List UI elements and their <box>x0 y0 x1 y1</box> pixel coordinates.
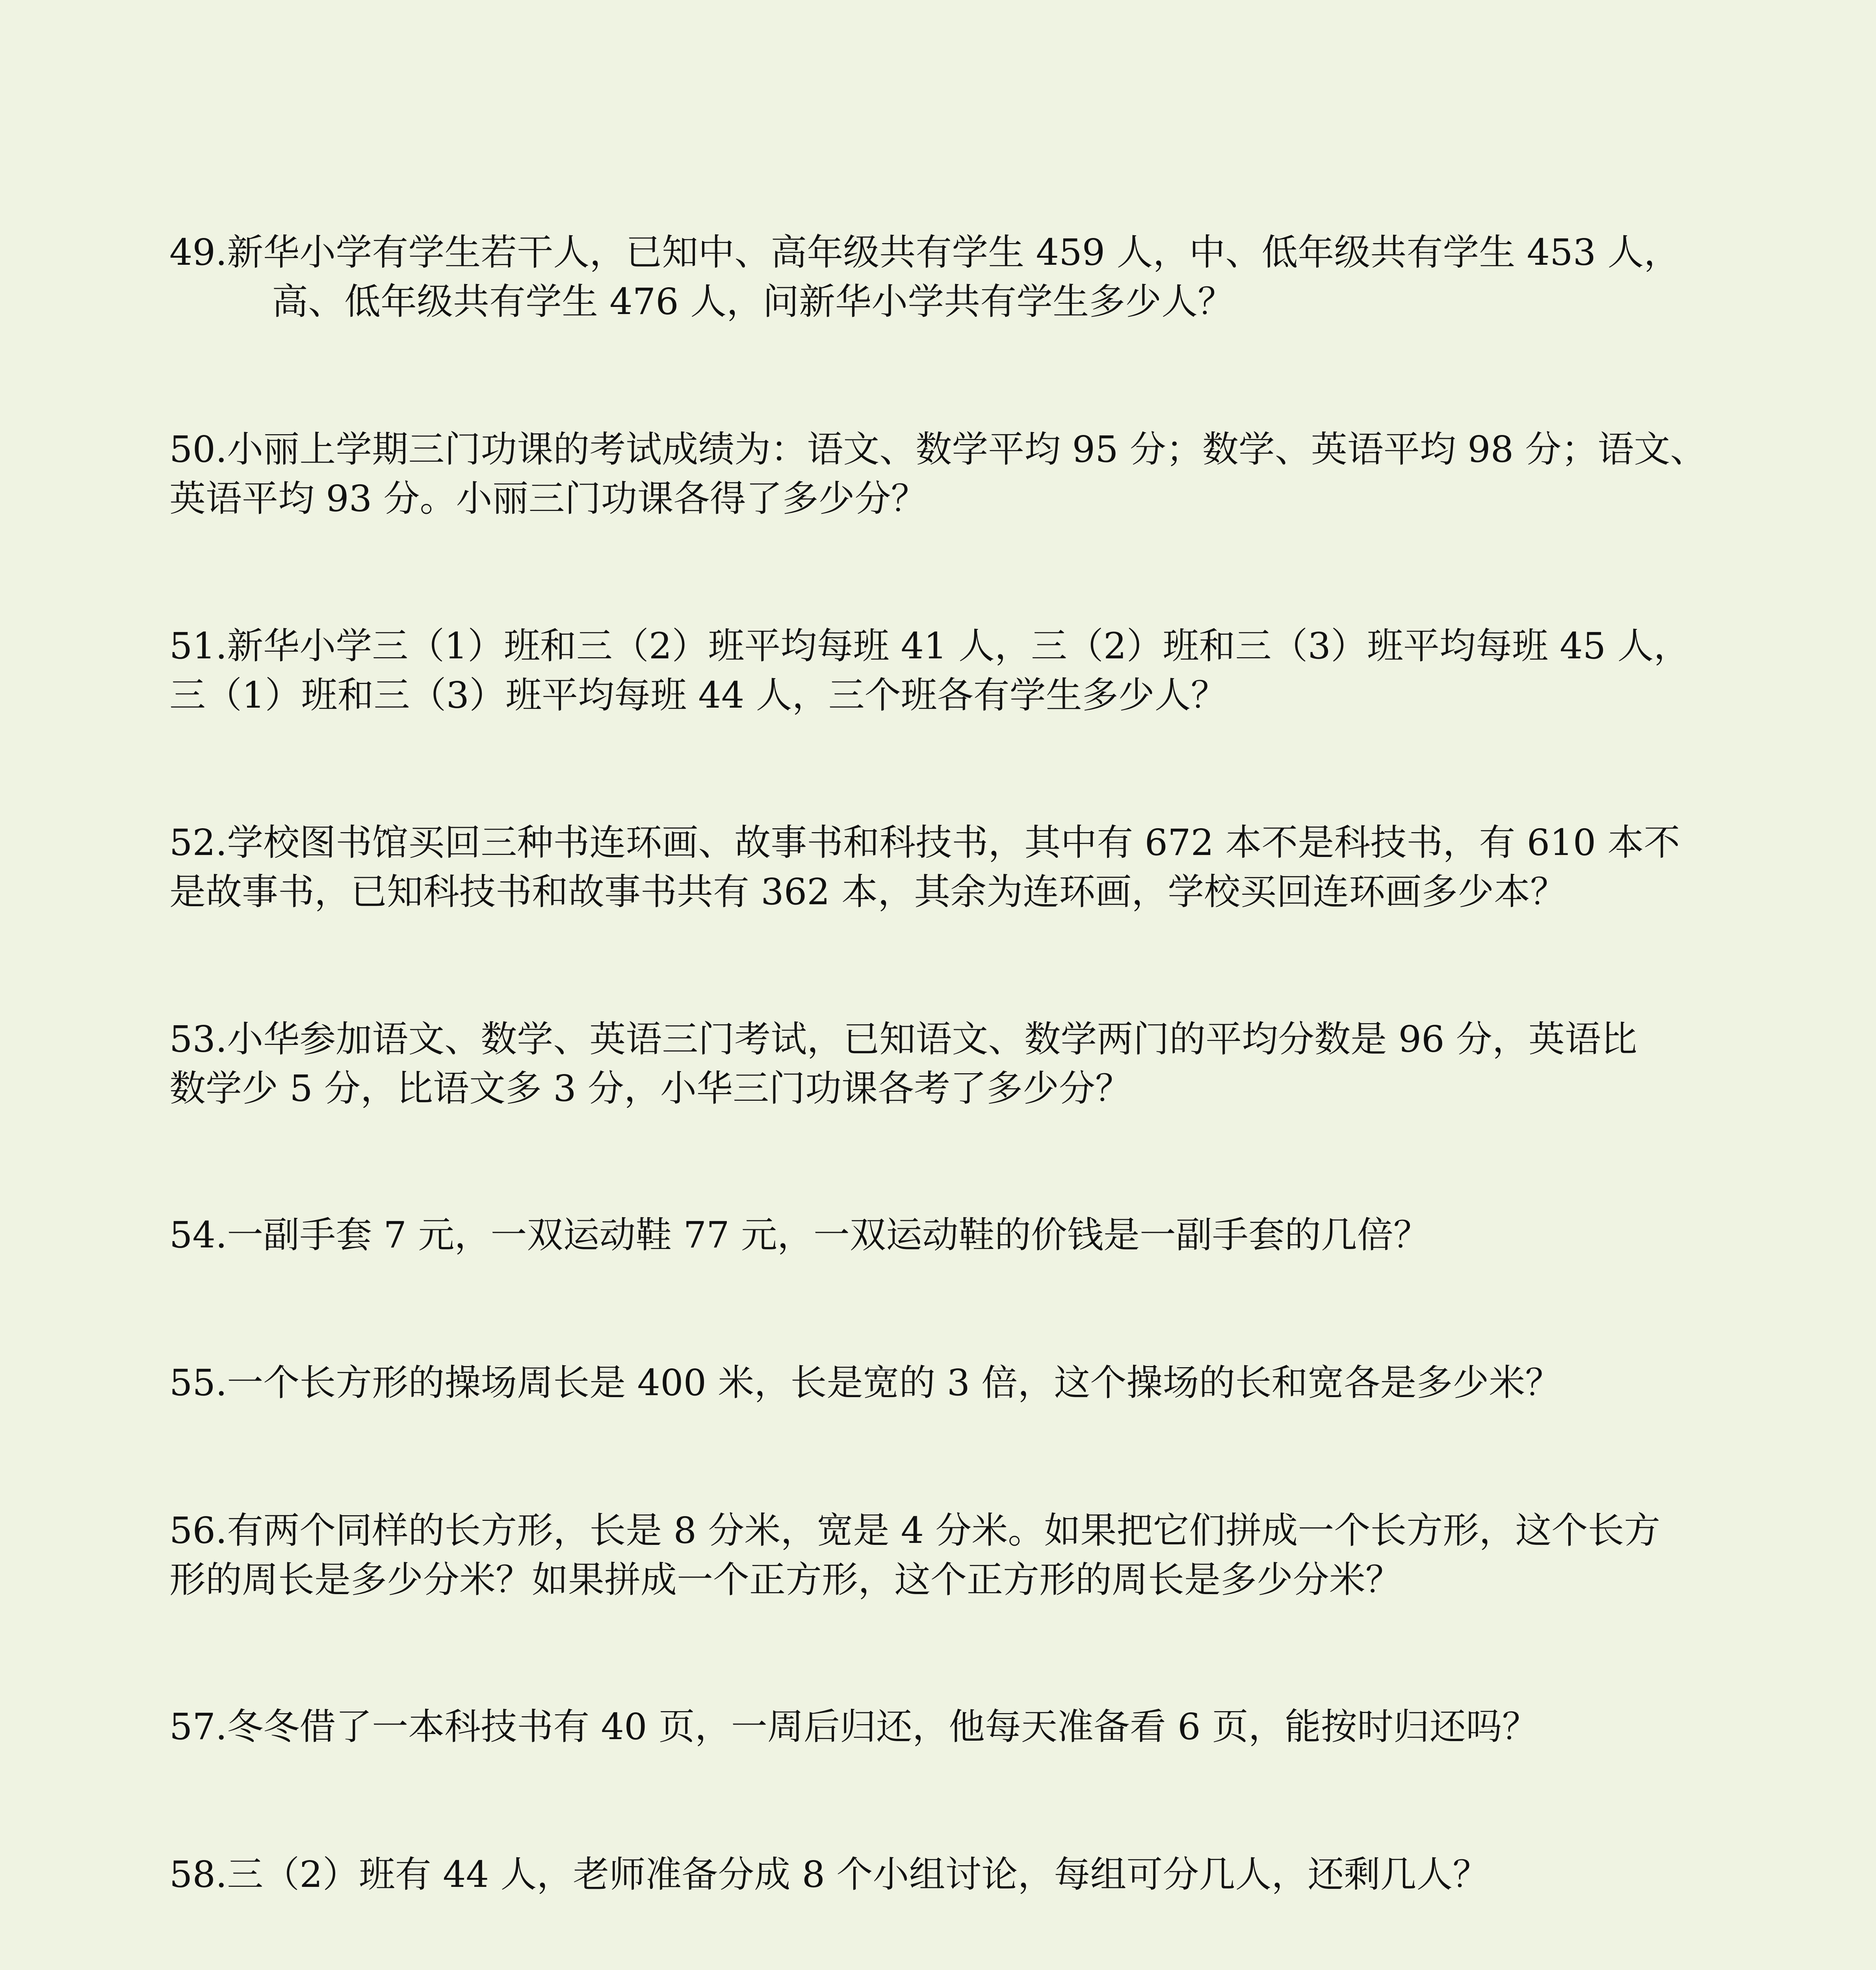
problem-line: 55.一个长方形的操场周长是 400 米，长是宽的 3 倍，这个操场的长和宽各是多少米？ <box>169 1362 1562 1404</box>
problem-line: 49.新华小学有学生若干人，已知中、高年级共有学生 459 人，中、低年级共有学生 453 人， <box>169 231 1680 273</box>
problem-line: 52.学校图书馆买回三种书连环画、故事书和科技书，其中有 672 本不是科技书，有 610 本不 <box>169 821 1680 864</box>
problem-line: 56.有两个同样的长方形，长是 8 分米，宽是 4 分米。如果把它们拼成一个长方形，这个长方 <box>169 1509 1661 1552</box>
problem-line: 50.小丽上学期三门功课的考试成绩为：语文、数学平均 95 分；数学、英语平均 98 分；语文、 <box>169 428 1707 470</box>
problem-line: 形的周长是多少分米？如果拼成一个正方形，这个正方形的周长是多少分米？ <box>169 1559 1402 1601</box>
problem-50 <box>169 425 1706 523</box>
problem-line: 数学少 5 分，比语文多 3 分，小华三门功课各考了多少分？ <box>169 1067 1132 1110</box>
problem-line: 是故事书，已知科技书和故事书共有 362 本，其余为连环画，学校买回连环画多少本？ <box>169 871 1567 913</box>
problem-line: 57.冬冬借了一本科技书有 40 页，一周后归还，他每天准备看 6 页，能按时归还吗？ <box>169 1706 1538 1748</box>
problem-55 <box>169 1358 1706 1407</box>
problem-52 <box>169 818 1706 916</box>
problem-56 <box>169 1506 1706 1604</box>
problem-54 <box>169 1210 1706 1260</box>
problem-line: 高、低年级共有学生 476 人，问新华小学共有学生多少人？ <box>272 281 1234 323</box>
problem-line: 58.三（2）班有 44 人，老师准备分成 8 个小组讨论，每组可分几人，还剩几人？ <box>169 1853 1489 1896</box>
problem-line: 53.小华参加语文、数学、英语三门考试，已知语文、数学两门的平均分数是 96 分，英语比 <box>169 1018 1637 1060</box>
problem-line: 51.新华小学三（1）班和三（2）班平均每班 41 人，三（2）班和三（3）班平均每班 45 人， <box>169 625 1690 667</box>
problem-53 <box>169 1015 1706 1113</box>
problem-line: 英语平均 93 分。小丽三门功课各得了多少分？ <box>169 478 927 520</box>
problem-57 <box>169 1702 1706 1751</box>
problem-line: 54.一副手套 7 元，一双运动鞋 77 元，一双运动鞋的价钱是一副手套的几倍？ <box>169 1214 1430 1256</box>
problem-58 <box>169 1850 1706 1899</box>
problem-49 <box>169 228 1706 326</box>
problem-line: 三（1）班和三（3）班平均每班 44 人，三个班各有学生多少人？ <box>169 674 1227 716</box>
problem-51 <box>169 621 1706 720</box>
